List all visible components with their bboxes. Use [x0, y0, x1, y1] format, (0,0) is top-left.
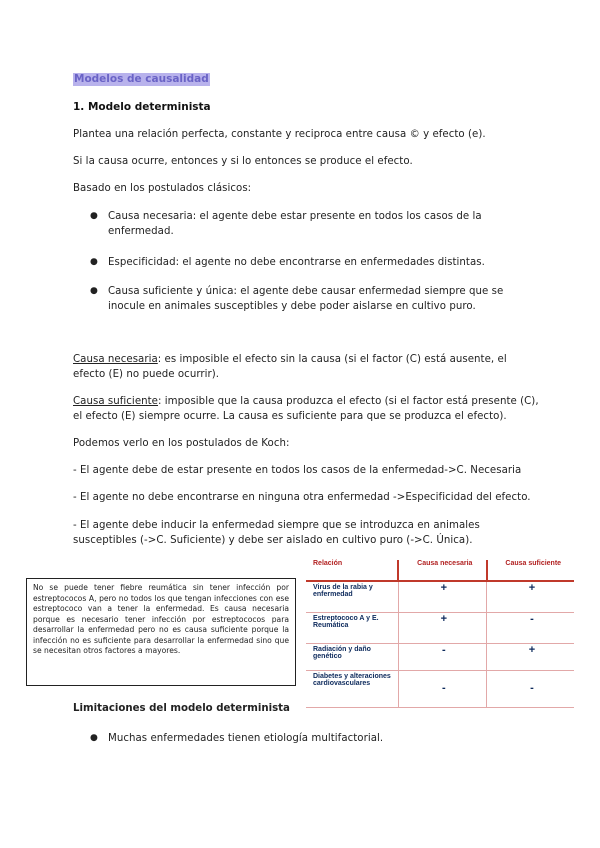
paragraph-cause-effect: Si la causa ocurre, entonces y si lo entonces se produce el efecto. — [73, 156, 413, 167]
table-cell-suficiente: + — [487, 581, 575, 613]
table-row-label: Virus de la rabia y enfermedad — [306, 581, 398, 613]
koch-postulate-2: - El agente no debe encontrarse en ninguna otra enfermedad ->Especificidad del efecto. — [73, 492, 531, 503]
table-cell-necesaria: - — [398, 671, 486, 708]
table-row-label: Radiación y daño genético — [306, 644, 398, 671]
table-row-label: Estreptococo A y E. Reumática — [306, 613, 398, 644]
paragraph-definition: Plantea una relación perfecta, constante y reciproca entre causa © y efecto (e). — [73, 129, 486, 140]
paragraph-koch-intro: Podemos verlo en los postulados de Koch: — [73, 438, 290, 449]
bullet-dot: ● — [90, 733, 98, 743]
bullet-multifactorial: Muchas enfermedades tienen etiología multifactorial. — [108, 733, 384, 744]
bullet-dot: ● — [90, 211, 98, 221]
document-title: Modelos de causalidad — [74, 73, 209, 85]
table-cell-necesaria: + — [398, 581, 486, 613]
section-heading-limitaciones: Limitaciones del modelo determinista — [73, 703, 290, 714]
term-causa-necesaria: Causa necesaria — [73, 354, 158, 365]
paragraph-postulados: Basado en los postulados clásicos: — [73, 183, 252, 194]
bullet-dot: ● — [90, 286, 98, 296]
koch-postulate-1: - El agente debe de estar presente en todos los casos de la enfermedad->C. Necesaria — [73, 465, 522, 476]
bullet-causa-suficiente: Causa suficiente y única: el agente debe causar enfermedad siempre que se inocule en animales susceptibles y debe poder aislarse en cultivo puro. — [108, 286, 504, 312]
table-row — [306, 671, 574, 708]
section-heading-modelo-determinista: 1. Modelo determinista — [73, 101, 211, 113]
table-row — [306, 644, 574, 671]
example-box-fiebre-reumatica: No se puede tener fiebre reumática sin tener infección por estreptococos A, pero no todos los que tengan infecciones con ese estreptococo van a tener la enfermedad. Es causa necesaria porque es necesario tener infección por estreptococos para desarrollar la enfermedad pero no es causa suficiente porque la infección no es suficiente para desarrollar la enfermedad sino que se necesitan otros factores a mayores. — [26, 578, 296, 686]
bullet-causa-necesaria: Causa necesaria: el agente debe estar presente en todos los casos de la enfermedad. — [108, 211, 482, 237]
table-cell-suficiente: + — [487, 644, 575, 671]
table-row — [306, 613, 574, 644]
definition-causa-necesaria: Causa necesaria: es imposible el efecto sin la causa (si el factor (C) está ausente, el efecto (E) no puede ocurrir). — [73, 354, 507, 380]
koch-postulate-3: - El agente debe inducir la enfermedad siempre que se introduzca en animales susceptibles (->C. Suficiente) y debe ser aislado en cultivo puro (->C. Única). — [73, 520, 480, 546]
bullet-dot: ● — [90, 257, 98, 267]
table-row — [306, 581, 574, 613]
bullet-especificidad: Especificidad: el agente no debe encontrarse en enfermedades distintas. — [108, 257, 485, 268]
definition-causa-suficiente: Causa suficiente: imposible que la causa produzca el efecto (si el factor está presente (C), el efecto (E) siempre ocurre. La causa es suficiente para que se produzca el efecto). — [73, 396, 539, 422]
table-cell-necesaria: - — [398, 644, 486, 671]
table-cell-necesaria: + — [398, 613, 486, 644]
table-row-label: Diabetes y alteraciones cardiovasculares — [306, 671, 398, 708]
table-header-causa-necesaria: Causa necesaria — [398, 560, 486, 581]
table-cell-suficiente: - — [487, 613, 575, 644]
table-cell-suficiente: - — [487, 671, 575, 708]
table-header-relacion: Relación — [306, 560, 398, 581]
causality-table — [306, 560, 574, 708]
table-header-causa-suficiente: Causa suficiente — [487, 560, 575, 581]
term-causa-suficiente: Causa suficiente — [73, 396, 159, 407]
